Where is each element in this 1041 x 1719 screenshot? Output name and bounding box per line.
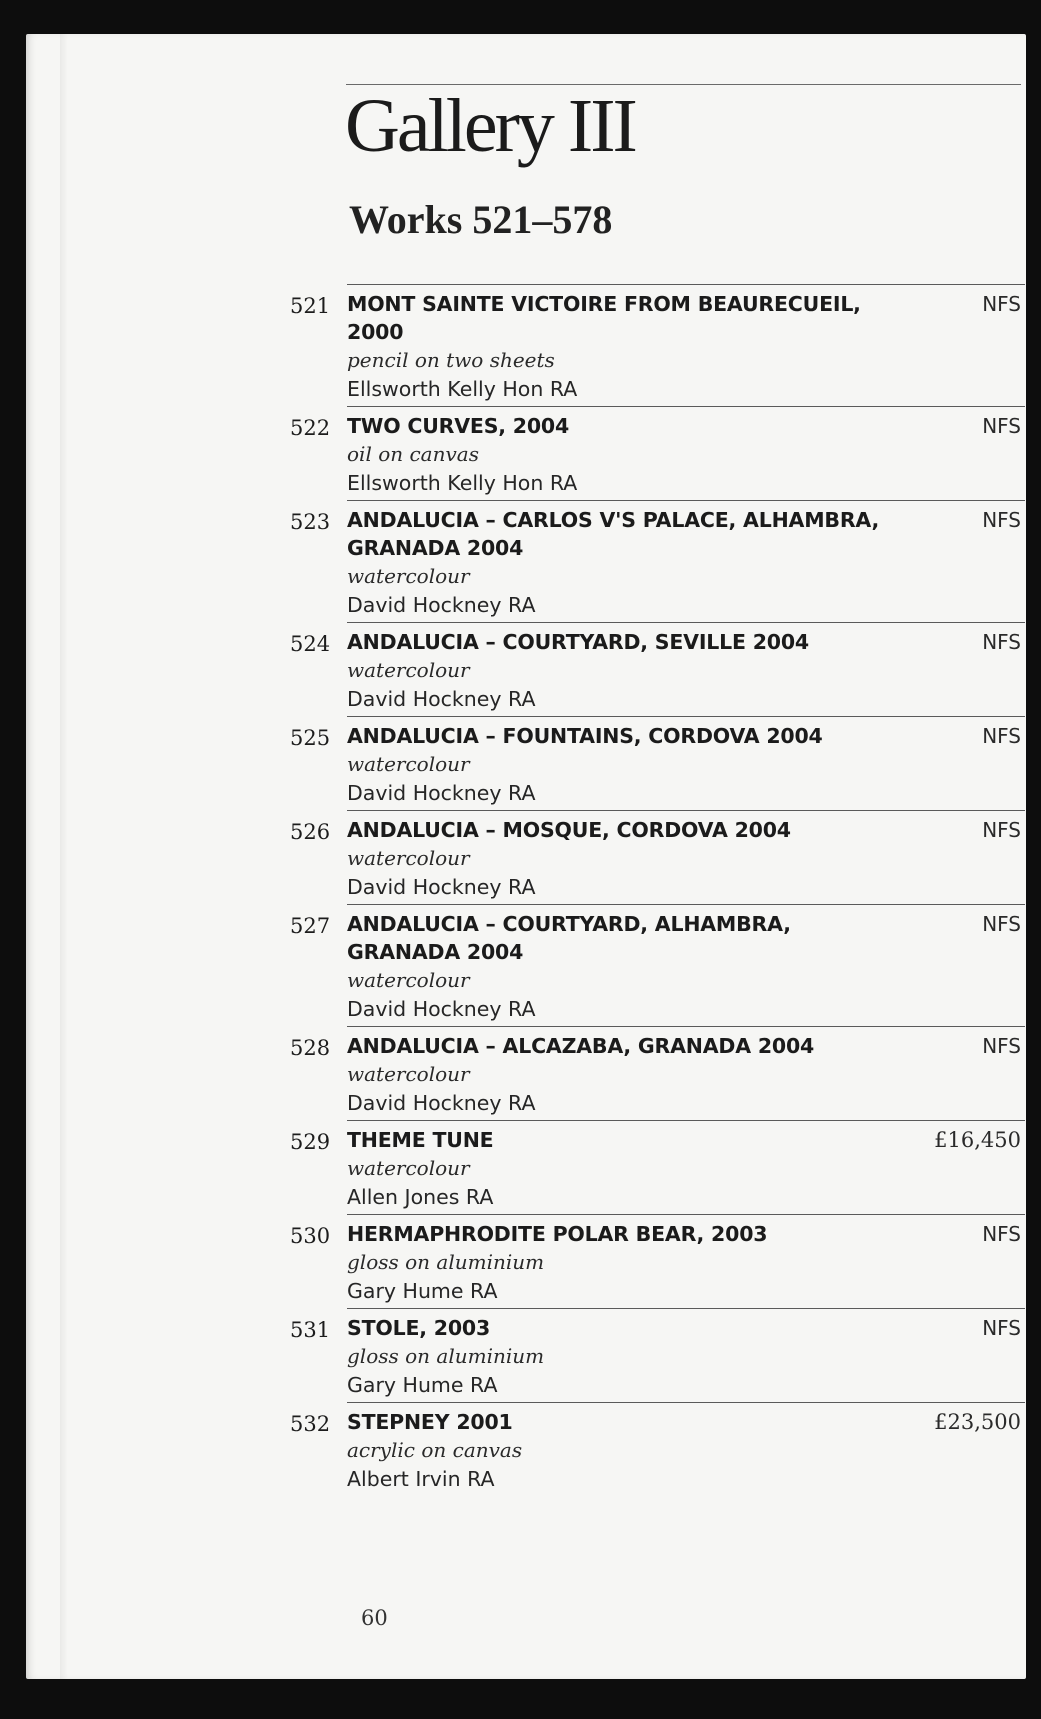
entry-medium: watercolour [347, 1062, 470, 1086]
entry-price: NFS [982, 630, 1021, 654]
entry-number: 526 [290, 820, 331, 844]
entry-artist: Gary Hume RA [347, 1279, 498, 1303]
entry-number: 524 [290, 632, 331, 656]
entry-medium: watercolour [347, 968, 470, 992]
entry-artist: Allen Jones RA [347, 1185, 494, 1209]
entry-title: ANDALUCIA – CARLOS V'S PALACE, ALHAMBRA, GRANADA 2004 [347, 508, 880, 560]
entry-rule [347, 1402, 1025, 1403]
entry-price: NFS [982, 508, 1021, 532]
entry-rule [347, 716, 1025, 717]
entry-rule [347, 622, 1025, 623]
entry-price: £23,500 [934, 1410, 1021, 1434]
catalogue-entry [290, 1120, 1025, 1214]
entry-title: ANDALUCIA – COURTYARD, ALHAMBRA, GRANADA 2004 [347, 912, 791, 964]
entry-price: NFS [982, 1034, 1021, 1058]
catalogue-entry [290, 406, 1025, 500]
entry-rule [347, 406, 1025, 407]
entry-number: 527 [290, 914, 331, 938]
entry-price: £16,450 [934, 1128, 1021, 1152]
catalogue-entry [290, 1026, 1025, 1120]
entry-title: HERMAPHRODITE POLAR BEAR, 2003 [347, 1222, 768, 1246]
entry-price: NFS [982, 414, 1021, 438]
entry-title: ANDALUCIA – MOSQUE, CORDOVA 2004 [347, 818, 791, 842]
entry-medium: watercolour [347, 846, 470, 870]
entry-artist: Ellsworth Kelly Hon RA [347, 471, 578, 495]
entry-number: 529 [290, 1130, 331, 1154]
catalogue-entry [290, 1402, 1025, 1496]
entry-title: ANDALUCIA – FOUNTAINS, CORDOVA 2004 [347, 724, 823, 748]
entry-number: 523 [290, 510, 331, 534]
entry-artist: David Hockney RA [347, 781, 536, 805]
entry-artist: David Hockney RA [347, 875, 536, 899]
entry-medium: watercolour [347, 658, 470, 682]
entry-number: 528 [290, 1036, 331, 1060]
entry-medium: oil on canvas [347, 442, 479, 466]
catalogue-entry [290, 1214, 1025, 1308]
catalogue-entry [290, 1308, 1025, 1402]
entry-title: ANDALUCIA – COURTYARD, SEVILLE 2004 [347, 630, 809, 654]
entry-medium: watercolour [347, 1156, 470, 1180]
entry-rule [347, 1214, 1025, 1215]
entry-rule [347, 1308, 1025, 1309]
entry-medium: watercolour [347, 564, 470, 588]
entry-rule [347, 904, 1025, 905]
entry-number: 530 [290, 1224, 331, 1248]
entry-number: 521 [290, 294, 331, 318]
entry-artist: David Hockney RA [347, 1091, 536, 1115]
entry-medium: watercolour [347, 752, 470, 776]
entry-artist: Gary Hume RA [347, 1373, 498, 1397]
catalogue-entry [290, 716, 1025, 810]
entry-rule [347, 810, 1025, 811]
entry-artist: David Hockney RA [347, 997, 536, 1021]
entry-price: NFS [982, 818, 1021, 842]
entry-title: STOLE, 2003 [347, 1316, 491, 1340]
page-number: 60 [361, 1606, 388, 1630]
catalogue-entry [290, 284, 1025, 406]
entry-artist: David Hockney RA [347, 593, 536, 617]
entry-price: NFS [982, 1222, 1021, 1246]
entry-title: TWO CURVES, 2004 [347, 414, 570, 438]
works-range-subtitle: Works 521–578 [349, 197, 613, 242]
page-binding-shadow [60, 34, 68, 1679]
entry-artist: Ellsworth Kelly Hon RA [347, 377, 578, 401]
entry-price: NFS [982, 912, 1021, 936]
catalogue-entry [290, 904, 1025, 1026]
entry-artist: David Hockney RA [347, 687, 536, 711]
entry-medium: acrylic on canvas [347, 1438, 523, 1462]
catalogue-list [290, 284, 1025, 1496]
entry-artist: Albert Irvin RA [347, 1467, 495, 1491]
catalogue-entry [290, 500, 1025, 622]
entry-medium: gloss on aluminium [347, 1250, 545, 1274]
catalogue-entry [290, 622, 1025, 716]
entry-number: 522 [290, 416, 331, 440]
entry-title: THEME TUNE [347, 1128, 494, 1152]
entry-number: 531 [290, 1318, 331, 1342]
entry-title: MONT SAINTE VICTOIRE FROM BEAURECUEIL, 2000 [347, 292, 861, 344]
gallery-title: Gallery III [345, 84, 635, 168]
entry-price: NFS [982, 724, 1021, 748]
entry-price: NFS [982, 292, 1021, 316]
catalogue-entry [290, 810, 1025, 904]
entry-title: ANDALUCIA – ALCAZABA, GRANADA 2004 [347, 1034, 815, 1058]
entry-title: STEPNEY 2001 [347, 1410, 513, 1434]
entry-number: 532 [290, 1412, 331, 1436]
entry-medium: pencil on two sheets [347, 348, 555, 372]
entry-rule [347, 284, 1025, 285]
entry-rule [347, 500, 1025, 501]
entry-rule [347, 1026, 1025, 1027]
entry-price: NFS [982, 1316, 1021, 1340]
entry-number: 525 [290, 726, 331, 750]
entry-rule [347, 1120, 1025, 1121]
entry-medium: gloss on aluminium [347, 1344, 545, 1368]
